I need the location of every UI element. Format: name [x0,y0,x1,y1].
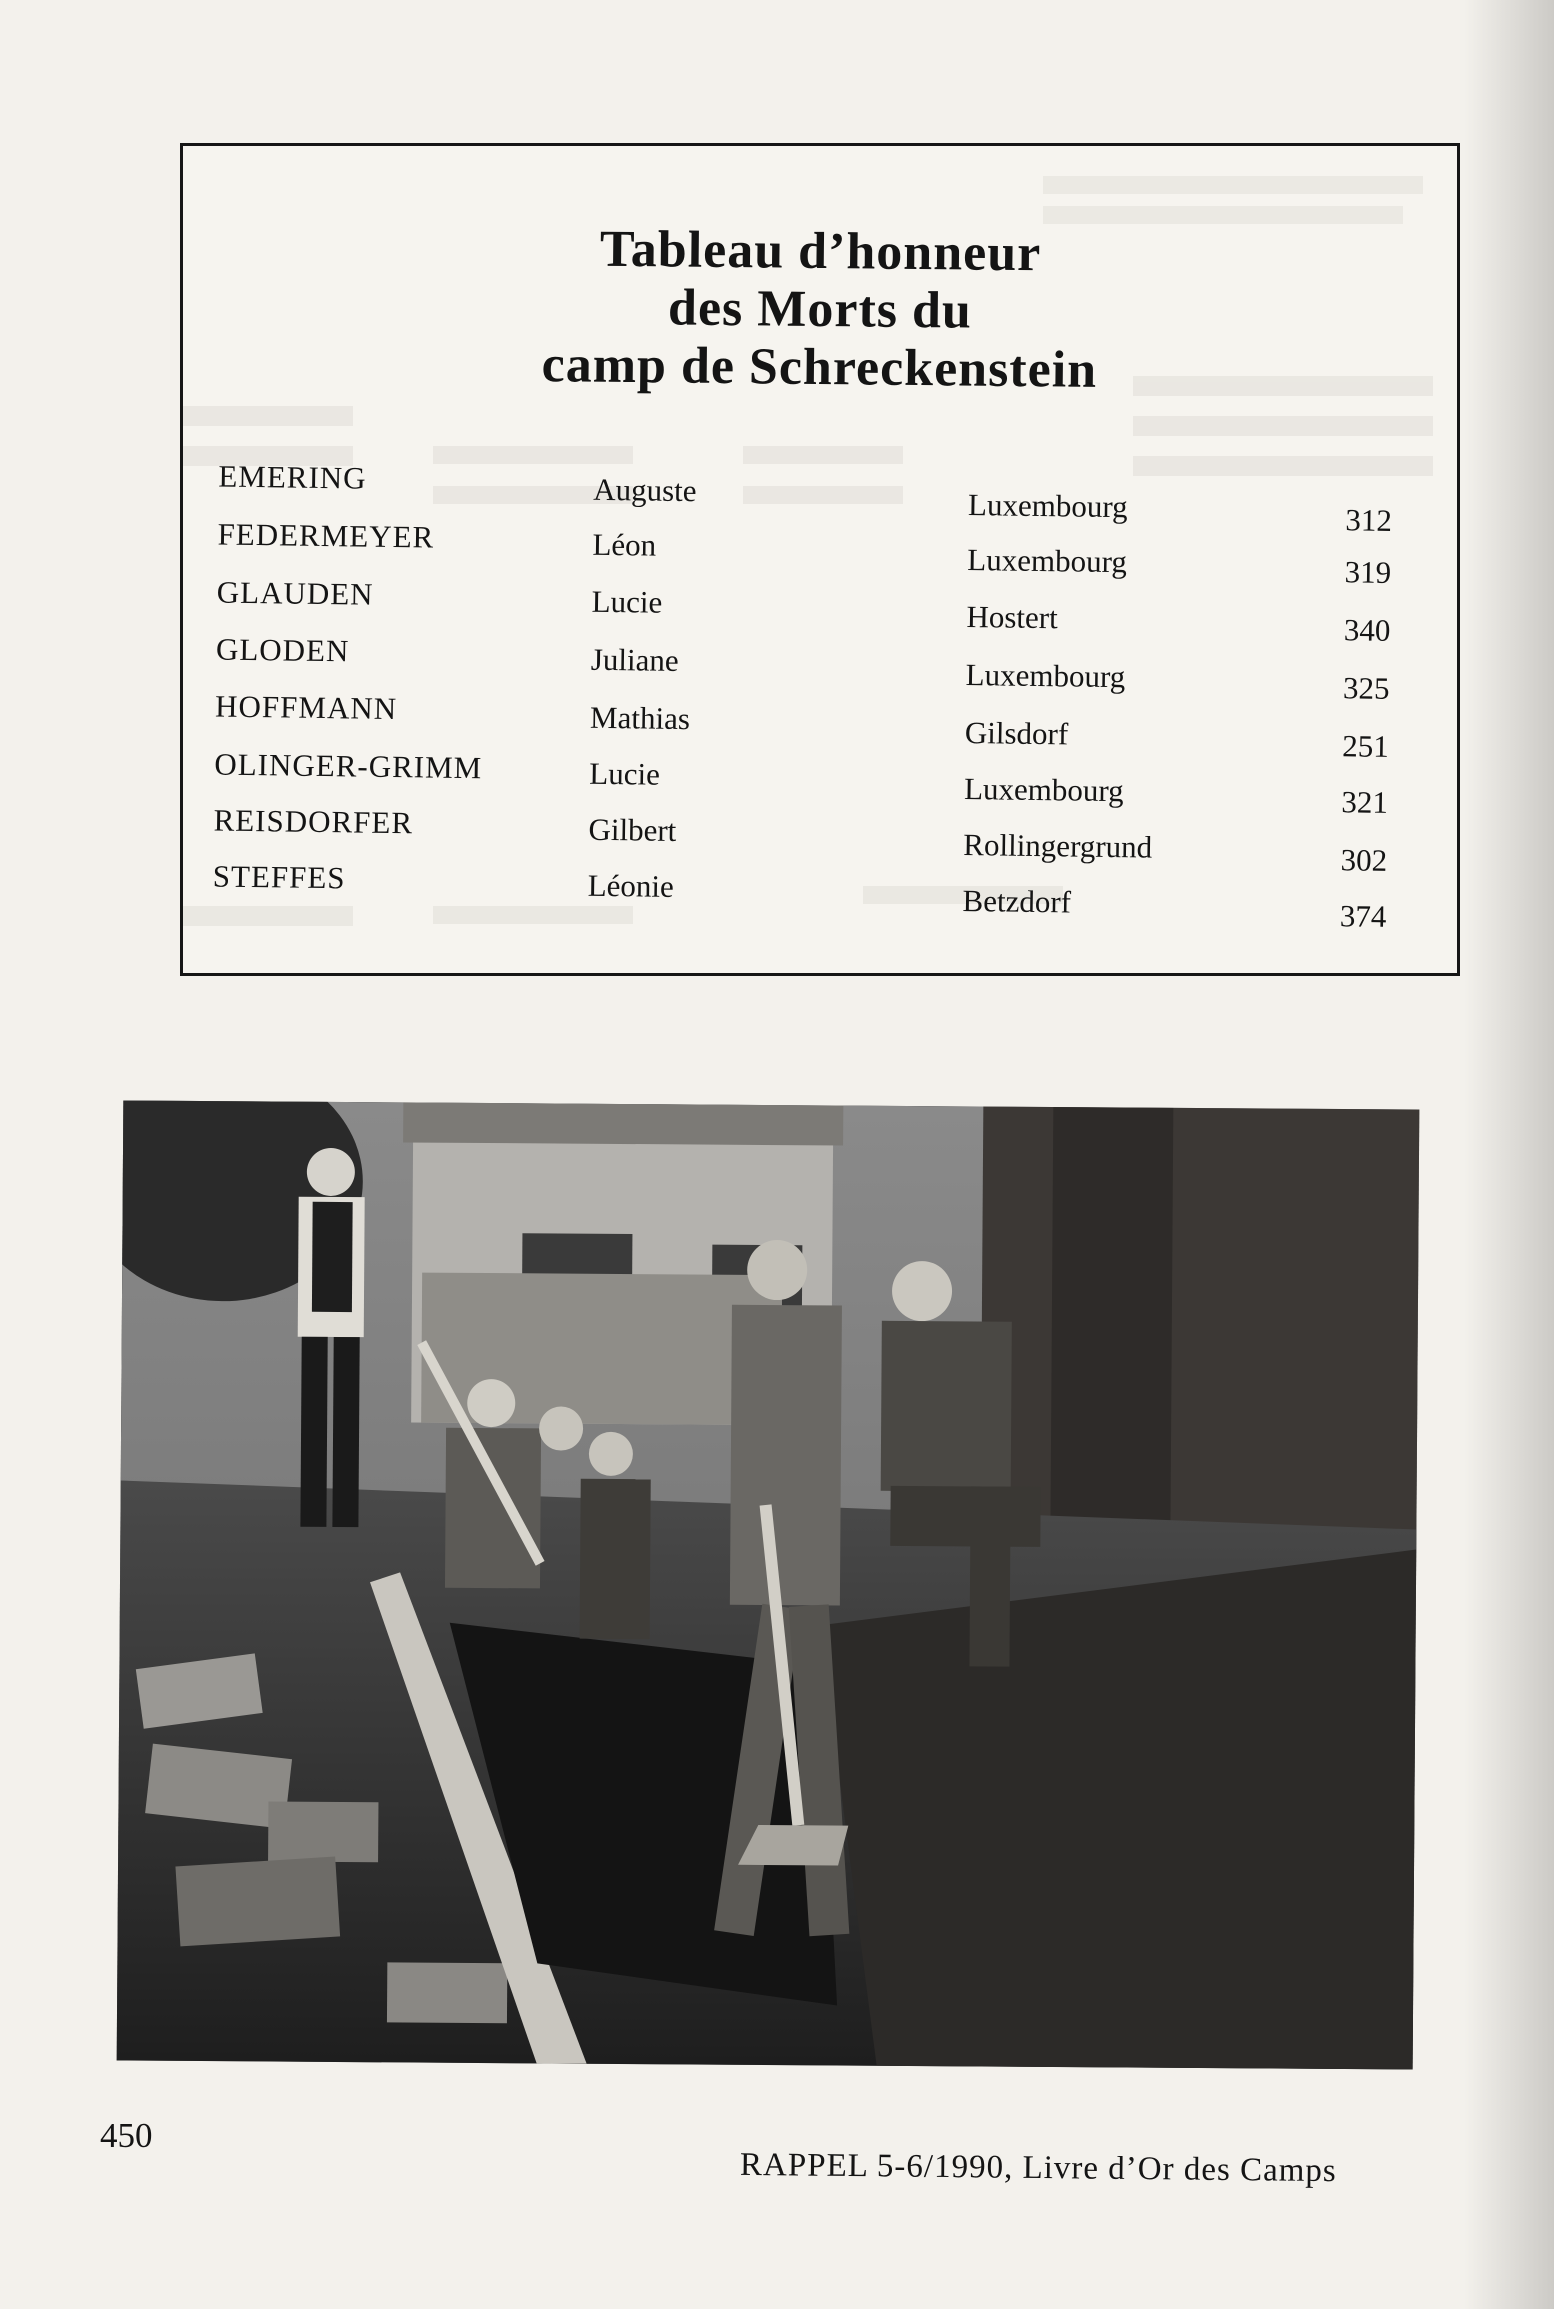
row-2-city: Luxembourg [967,541,1128,580]
row-2-number: 319 [1344,554,1392,590]
row-4-first-name: Juliane [590,641,679,678]
row-7-number: 302 [1340,842,1388,878]
row-7-name: REISDORFER [213,802,414,841]
row-6-name: OLINGER-GRIMM [214,746,483,786]
row-3-name: GLAUDEN [216,574,374,612]
row-5-city: Gilsdorf [964,714,1069,752]
row-8-name: STEFFES [212,858,346,896]
row-5-number: 251 [1341,728,1389,764]
photo-man-with-shovel [714,1240,854,1937]
row-8-city: Betzdorf [962,882,1072,920]
photo-stone [175,1857,340,1947]
row-3-number: 340 [1343,612,1391,648]
title-line-2: des Morts du [667,279,973,340]
honor-roll-list [180,146,1457,976]
photo-chimney [1050,1107,1173,1528]
source-caption: RAPPEL 5-6/1990, Livre d’Or des Camps [739,2146,1337,2190]
row-3-first-name: Lucie [591,583,663,620]
row-5-name: HOFFMANN [214,688,398,727]
title-line-1: Tableau d’honneur [599,220,1042,283]
row-6-first-name: Lucie [589,755,661,792]
page-number: 450 [100,2116,153,2155]
historical-photo-workers-digging-trench [117,1100,1420,2069]
row-1-city: Luxembourg [967,486,1128,525]
row-4-number: 325 [1342,670,1390,706]
row-6-number: 321 [1341,784,1389,820]
photo-dirt-pile [817,1545,1417,2069]
photo-illustration [117,1100,1420,2069]
row-8-number: 374 [1339,898,1387,934]
page-edge-shadow [1464,0,1554,2309]
row-1-number: 312 [1345,502,1393,538]
honor-roll-box [180,143,1460,976]
row-4-name: GLODEN [215,631,350,669]
photo-stone [387,1962,507,2023]
row-2-name: FEDERMEYER [217,516,435,555]
row-7-first-name: Gilbert [588,811,677,848]
photo-stone [268,1802,378,1863]
title-line-3: camp de Schreckenstein [541,336,1098,399]
row-1-first-name: Auguste [593,471,697,509]
row-4-city: Luxembourg [965,656,1126,695]
photo-building-roof [403,1102,843,1145]
row-7-city: Rollingergrund [963,826,1153,865]
row-1-name: EMERING [218,458,367,496]
row-3-city: Hostert [966,598,1059,636]
row-8-first-name: Léonie [587,867,675,904]
row-6-city: Luxembourg [963,770,1124,809]
row-2-first-name: Léon [592,526,657,563]
row-5-first-name: Mathias [589,699,691,737]
